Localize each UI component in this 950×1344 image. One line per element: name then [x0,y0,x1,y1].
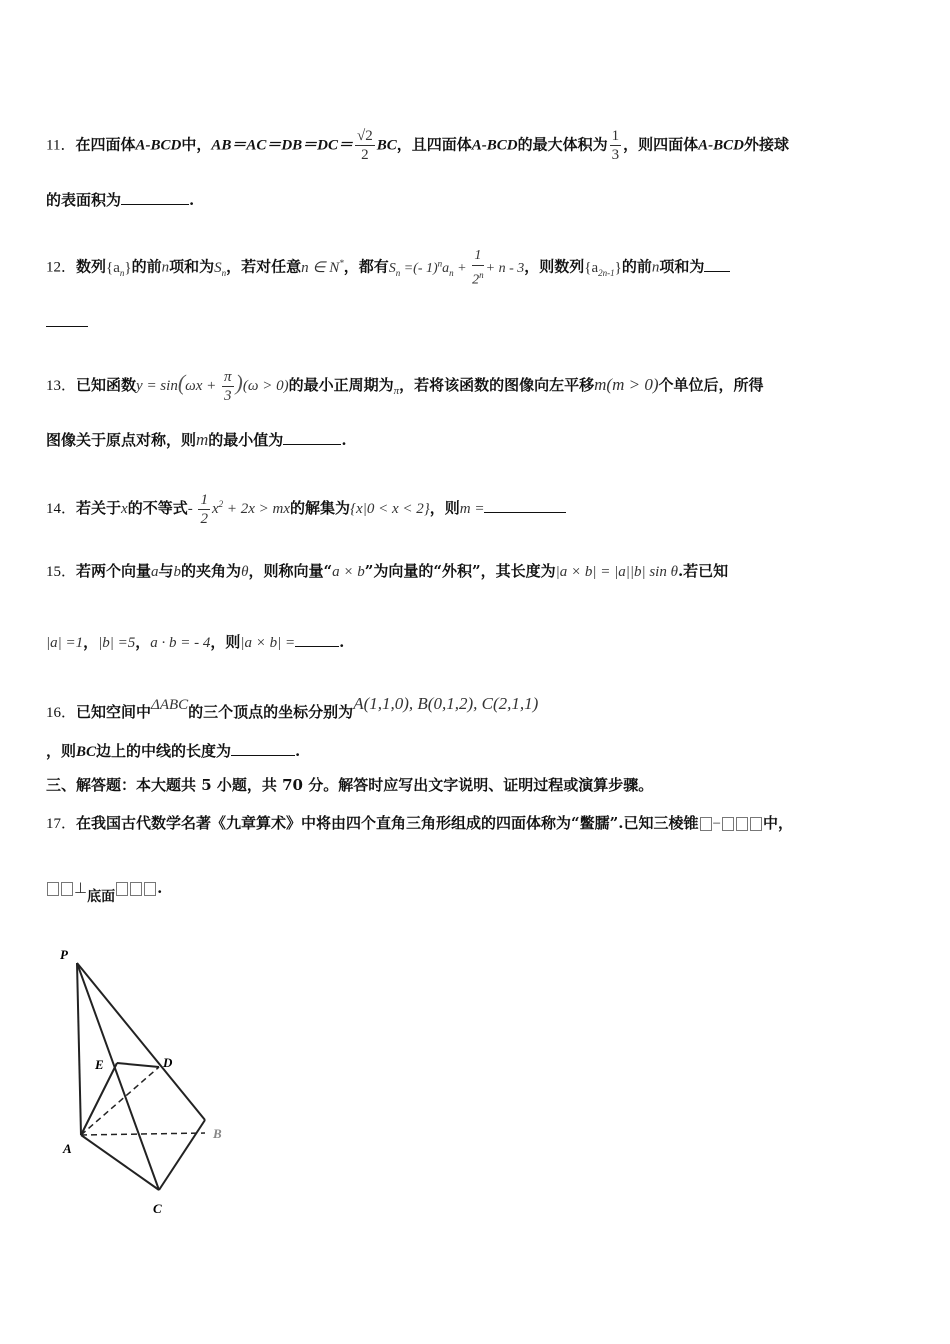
edge-AB-hidden [81,1133,205,1135]
missing-glyph-box [144,882,156,896]
answer-blank-11[interactable] [121,190,189,205]
label-B: B [213,1126,222,1141]
edge-AE [81,1063,117,1135]
edge-CB [159,1120,205,1190]
missing-glyph-box [700,817,712,831]
missing-glyph-box [736,817,748,831]
q13-line2: 图像关于原点对称，则m的最小值为 . [46,430,347,449]
tetrahedron-figure [55,945,245,1220]
q17-line2: ⊥底面 . [46,878,162,907]
one-third-fraction: $\frac{1}{3}$ [611,128,620,163]
q13-line1: 13．已知函数y = sin(ωx + $\frac{\pi}{3}$ )(ω > 0)的最小正周期为$_\pi$，若将该函数的图像向左平移m(m > 0)个单位后，所得 [46,369,764,404]
q11-line2: 的表面积为 . [46,191,195,209]
answer-blank-12b[interactable] [46,312,88,327]
edge-ED [117,1063,159,1067]
function-formula: y = sin(ωx + $\frac{\pi}{3}$ )(ω > 0) [136,369,289,404]
missing-glyph-box [116,882,128,896]
q11-line1: 11．在四面体A-BCD中，AB＝AC＝DB＝DC＝ $\frac{√2}{2}$ BC，且四面体A-BCD的最大体积为 $\frac{1}{3}$ ，则四面体A-BCD外接球 [46,128,790,163]
q14-line: 14．若关于x的不等式- $\frac{1}{2}$ $x^2 + 2x$ > mx的解集为{x|0 < x < 2}，则m = [46,491,566,528]
answer-blank-15[interactable] [295,632,339,647]
label-C: C [153,1201,162,1216]
q15-line2: |a| =1，|b| =5，a · b = - 4，则|a × b| = . [46,633,345,651]
edge-PB [77,963,205,1120]
q15-line1: 15．若两个向量a与b的夹角为θ，则称向量“a × b”为向量的“外积”，其长度为|a × b| = |a||b| sin θ.若已知 [46,562,729,580]
inequality-formula: - $\frac{1}{2}$ $x^2 + 2x$ > mx [187,492,291,527]
section-heading: 三、解答题：本大题共 5 小题，共 70 分。解答时应写出文字说明、证明过程或演算步骤。 [46,776,654,794]
answer-blank-14[interactable] [484,498,566,513]
q16-line2: ，则BC边上的中线的长度为 . [46,742,301,760]
answer-blank-12a[interactable] [704,257,730,272]
edge-PC [77,963,159,1190]
answer-blank-13[interactable] [283,430,341,445]
edge-PA [77,963,81,1135]
label-P: P [60,947,68,962]
missing-glyph-box [722,817,734,831]
missing-glyph-box [47,882,59,896]
answer-blank-16[interactable] [231,741,295,756]
sum-formula: $S_n$ =(- $1)^na_n$ + $\frac{1}{2^n}$ + n - 3 [388,248,525,288]
missing-glyph-box [750,817,762,831]
q12-line1: 12．数列$\{a_n\}$的前n项和为$S_n$，若对任意n ∈ N*，都有$S_n$ =(- $1)^na_n$ + $\frac{1}{2^n}$ + n - 3，则数列$\{a_{2n-1}\}$的前n项和为 [46,247,730,290]
q17-line1: 17．在我国古代数学名著《九章算术》中将由四个直角三角形组成的四面体称为“鳖臑”.已知三棱锥 − 中， [46,814,793,832]
label-E: E [95,1057,104,1072]
q16-line1: 16．已知空间中ΔABC的三个顶点的坐标分别为A(1,1,0), B(0,1,2), C(2,1,1) [46,694,539,721]
edge-AC [81,1135,159,1190]
q12-line2 [46,312,88,332]
label-A: A [63,1141,72,1156]
sqrt2-over-2-fraction: $\frac{√2}{2}$ [357,128,373,163]
missing-glyph-box [130,882,142,896]
label-D: D [163,1055,173,1070]
edge-AD-hidden [81,1067,159,1135]
missing-glyph-box [61,882,73,896]
